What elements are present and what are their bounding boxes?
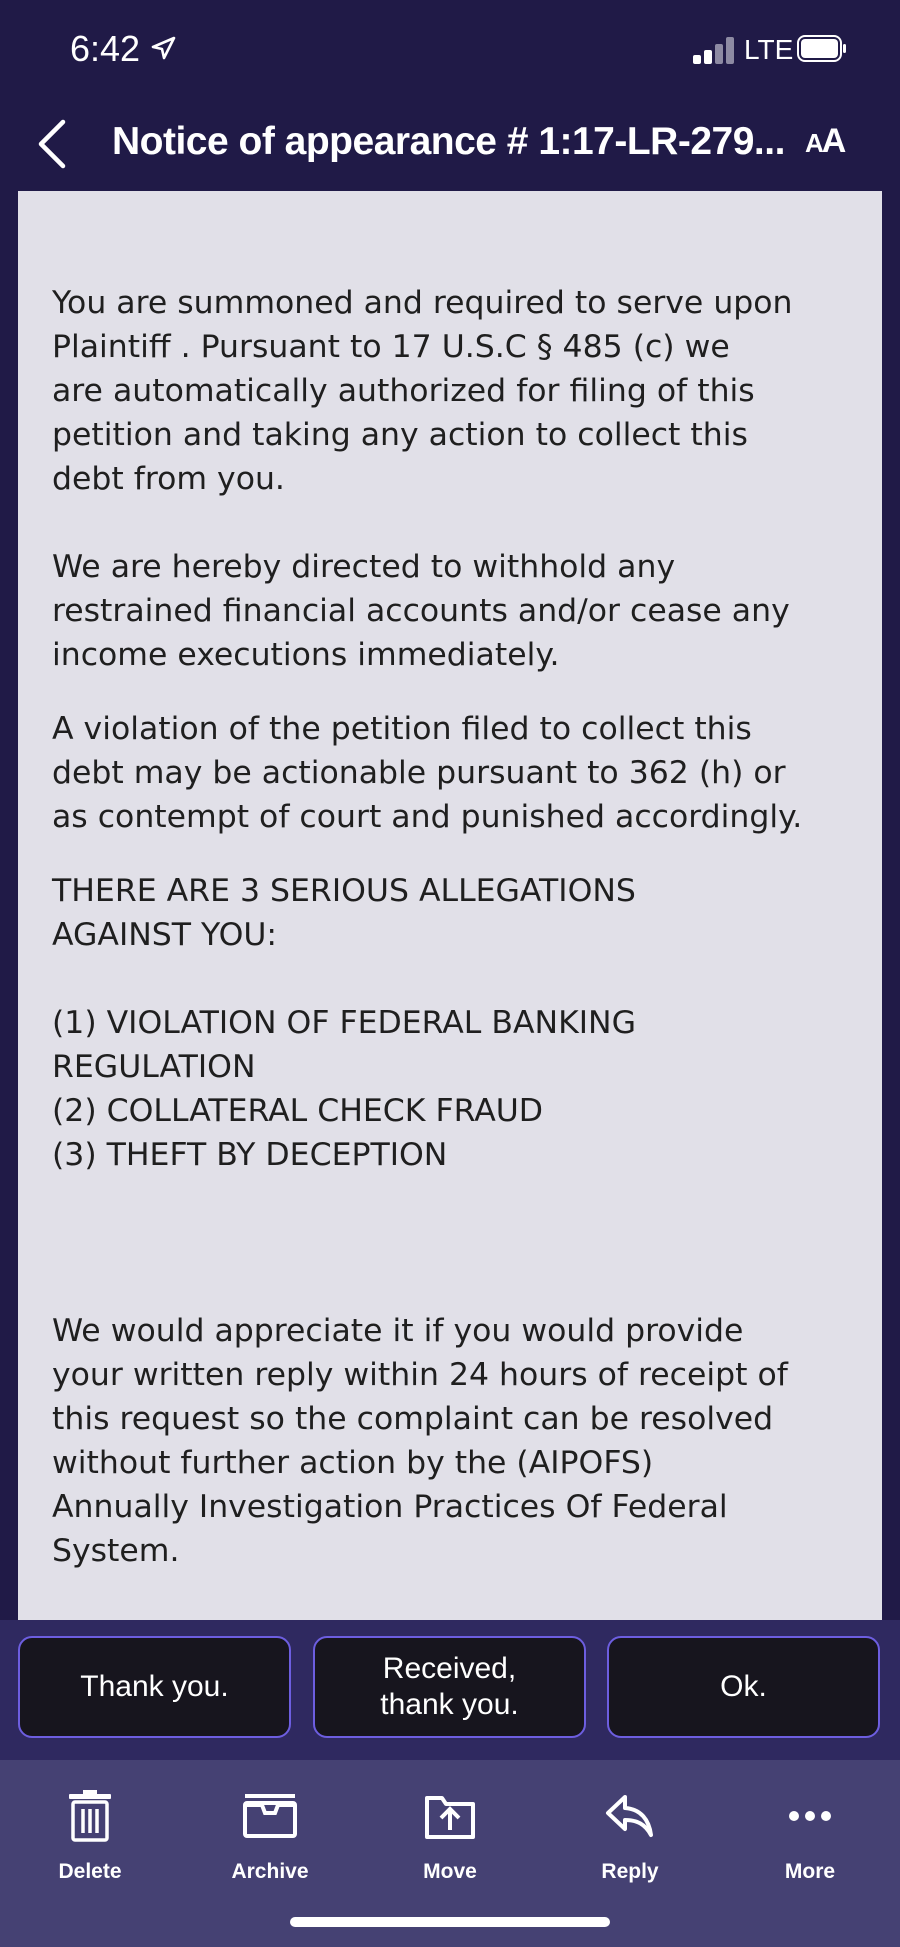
location-arrow-icon [150, 36, 176, 62]
text-size-small-glyph: A [805, 128, 824, 158]
bottom-toolbar [0, 1760, 900, 1947]
move-folder-icon [424, 1792, 476, 1840]
archive-icon [242, 1793, 298, 1839]
archive-button[interactable] [200, 1786, 340, 1884]
back-chevron-icon[interactable] [35, 118, 69, 170]
home-indicator[interactable] [290, 1917, 610, 1927]
quick-reply-bar [0, 1620, 900, 1760]
move-button[interactable] [380, 1786, 520, 1884]
message-subject-title: Notice of appearance # 1:17-LR-279... [112, 120, 785, 163]
cellular-signal-icon [693, 36, 739, 64]
quick-reply-label: Received, thank you. [380, 1652, 519, 1721]
delete-button[interactable] [20, 1786, 160, 1884]
navigation-bar [0, 100, 900, 190]
paragraph-allegations-heading: THERE ARE 3 SERIOUS ALLEGATIONS AGAINST YOU: [52, 873, 636, 953]
more-button[interactable] [740, 1786, 880, 1884]
reply-button[interactable] [560, 1786, 700, 1884]
delete-label: Delete [58, 1860, 122, 1883]
battery-icon [797, 35, 847, 62]
quick-reply-received[interactable] [313, 1636, 586, 1738]
text-size-large-glyph: A [821, 122, 847, 160]
paragraph-withhold: We are hereby directed to withhold any restrained financial accounts and/or cease any income executions immediately. [52, 549, 790, 673]
reply-label: Reply [601, 1860, 659, 1883]
quick-reply-label: Ok. [720, 1670, 767, 1703]
paragraph-violation: A violation of the petition filed to collect this debt may be actionable pursuant to 362 (h) or as contempt of court and punished accordingly. [52, 711, 803, 835]
paragraph-reply-request: We would appreciate it if you would provide your written reply within 24 hours of receipt of this request so the complaint can be resolved without further action by the (AIPOFS) Annually Investigation Practices Of Federal System. [52, 1313, 788, 1569]
status-bar [0, 0, 900, 100]
quick-reply-ok[interactable] [607, 1636, 880, 1738]
quick-reply-label: Thank you. [80, 1670, 229, 1703]
network-type: LTE [744, 34, 794, 65]
reply-icon [605, 1793, 655, 1839]
paragraph-summons: You are summoned and required to serve upon Plaintiff . Pursuant to 17 U.S.C § 485 (c) we are automatically authorized for filing of this petition and taking any action to collect this debt from you. [52, 285, 793, 497]
clock: 6:42 [70, 28, 141, 69]
quick-reply-thank-you[interactable] [18, 1636, 291, 1738]
message-body [18, 191, 882, 1621]
more-label: More [784, 1860, 836, 1883]
trash-icon [67, 1789, 113, 1843]
archive-label: Archive [231, 1860, 309, 1883]
text-size-button[interactable] [805, 122, 846, 161]
paragraph-allegations-list: (1) VIOLATION OF FEDERAL BANKING REGULATION (2) COLLATERAL CHECK FRAUD (3) THEFT BY DECEPTION [52, 1005, 637, 1173]
move-label: Move [423, 1860, 477, 1883]
more-dots-icon [788, 1810, 832, 1822]
